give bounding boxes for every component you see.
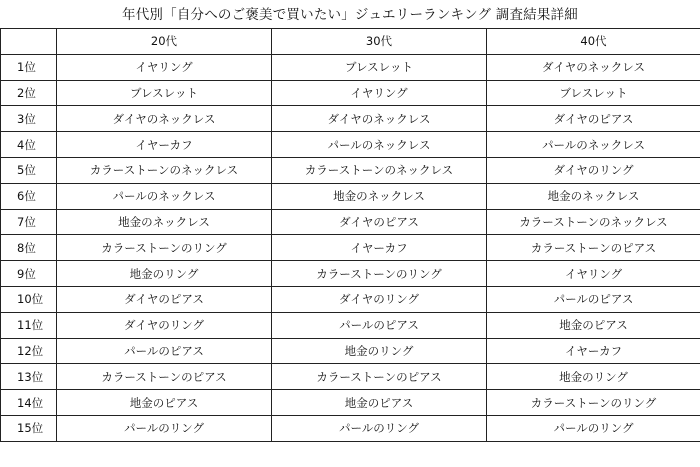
item-20s-cell: ブレスレット <box>57 80 272 106</box>
table-row <box>1 286 700 312</box>
item-40s-cell: 地金のネックレス <box>487 183 700 209</box>
table-row <box>1 157 700 183</box>
header-row <box>1 29 700 55</box>
rank-cell: 7位 <box>1 209 57 235</box>
item-40s-cell: ダイヤのリング <box>487 157 700 183</box>
item-30s-cell: パールのネックレス <box>272 132 487 158</box>
item-20s-cell: カラーストーンのピアス <box>57 364 272 390</box>
item-30s-cell: ブレスレット <box>272 54 487 80</box>
item-40s-cell: パールのピアス <box>487 286 700 312</box>
rank-cell: 6位 <box>1 183 57 209</box>
header-rank-column <box>1 29 57 55</box>
ranking-table <box>0 28 700 442</box>
rank-cell: 13位 <box>1 364 57 390</box>
item-30s-cell: パールのリング <box>272 415 487 441</box>
item-20s-cell: カラーストーンのリング <box>57 235 272 261</box>
rank-cell: 5位 <box>1 157 57 183</box>
table-body <box>1 54 700 441</box>
rank-cell: 14位 <box>1 390 57 416</box>
item-40s-cell: 地金のピアス <box>487 312 700 338</box>
item-40s-cell: イヤリング <box>487 261 700 287</box>
rank-cell: 2位 <box>1 80 57 106</box>
item-20s-cell: パールのピアス <box>57 338 272 364</box>
item-40s-cell: ダイヤのネックレス <box>487 54 700 80</box>
header-30s: 30代 <box>272 29 487 55</box>
table-row <box>1 415 700 441</box>
table-row <box>1 209 700 235</box>
item-40s-cell: ダイヤのピアス <box>487 106 700 132</box>
rank-cell: 10位 <box>1 286 57 312</box>
item-20s-cell: 地金のピアス <box>57 390 272 416</box>
item-20s-cell: ダイヤのネックレス <box>57 106 272 132</box>
item-40s-cell: イヤーカフ <box>487 338 700 364</box>
table-row <box>1 106 700 132</box>
item-30s-cell: イヤリング <box>272 80 487 106</box>
rank-cell: 15位 <box>1 415 57 441</box>
item-40s-cell: 地金のリング <box>487 364 700 390</box>
item-30s-cell: ダイヤのネックレス <box>272 106 487 132</box>
rank-cell: 11位 <box>1 312 57 338</box>
header-40s: 40代 <box>487 29 700 55</box>
item-20s-cell: 地金のリング <box>57 261 272 287</box>
rank-cell: 1位 <box>1 54 57 80</box>
rank-cell: 3位 <box>1 106 57 132</box>
item-20s-cell: ダイヤのリング <box>57 312 272 338</box>
rank-cell: 8位 <box>1 235 57 261</box>
rank-cell: 4位 <box>1 132 57 158</box>
item-40s-cell: カラーストーンのリング <box>487 390 700 416</box>
item-30s-cell: ダイヤのリング <box>272 286 487 312</box>
table-row <box>1 80 700 106</box>
rank-cell: 12位 <box>1 338 57 364</box>
item-40s-cell: ブレスレット <box>487 80 700 106</box>
item-30s-cell: カラーストーンのリング <box>272 261 487 287</box>
item-30s-cell: カラーストーンのピアス <box>272 364 487 390</box>
table-row <box>1 235 700 261</box>
item-20s-cell: 地金のネックレス <box>57 209 272 235</box>
item-20s-cell: カラーストーンのネックレス <box>57 157 272 183</box>
item-20s-cell: パールのリング <box>57 415 272 441</box>
item-30s-cell: カラーストーンのネックレス <box>272 157 487 183</box>
table-row <box>1 54 700 80</box>
item-40s-cell: カラーストーンのネックレス <box>487 209 700 235</box>
table-row <box>1 390 700 416</box>
item-30s-cell: 地金のピアス <box>272 390 487 416</box>
rank-cell: 9位 <box>1 261 57 287</box>
item-30s-cell: 地金のネックレス <box>272 183 487 209</box>
item-20s-cell: ダイヤのピアス <box>57 286 272 312</box>
table-row <box>1 312 700 338</box>
table-row <box>1 183 700 209</box>
item-30s-cell: イヤーカフ <box>272 235 487 261</box>
item-30s-cell: ダイヤのピアス <box>272 209 487 235</box>
header-20s: 20代 <box>57 29 272 55</box>
item-40s-cell: パールのリング <box>487 415 700 441</box>
table-row <box>1 132 700 158</box>
table-row <box>1 364 700 390</box>
table-row <box>1 338 700 364</box>
item-20s-cell: イヤーカフ <box>57 132 272 158</box>
table-row <box>1 261 700 287</box>
item-20s-cell: パールのネックレス <box>57 183 272 209</box>
item-20s-cell: イヤリング <box>57 54 272 80</box>
page-title: 年代別「自分へのご褒美で買いたい」ジュエリーランキング 調査結果詳細 <box>122 7 578 23</box>
item-30s-cell: パールのピアス <box>272 312 487 338</box>
item-40s-cell: カラーストーンのピアス <box>487 235 700 261</box>
item-30s-cell: 地金のリング <box>272 338 487 364</box>
table-header <box>1 29 700 55</box>
item-40s-cell: パールのネックレス <box>487 132 700 158</box>
